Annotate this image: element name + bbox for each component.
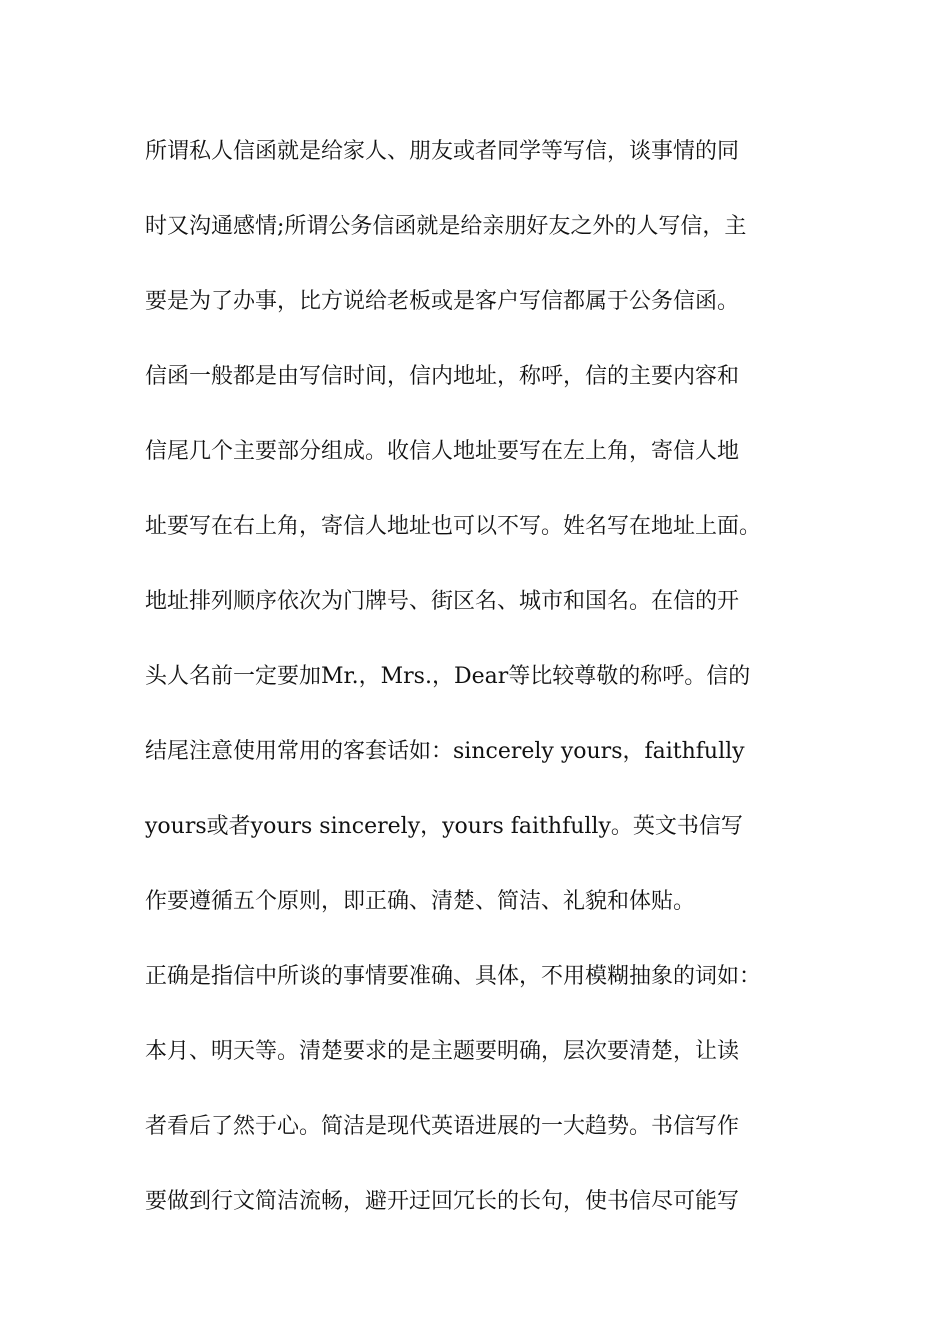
- text-line: 要是为了办事，比方说给老板或是客户写信都属于公务信函。: [145, 289, 740, 314]
- text-line: 信尾几个主要部分组成。收信人地址要写在左上角，寄信人地: [145, 439, 740, 464]
- text-line: 结尾注意使用常用的客套话如：sincerely yours，faithfully: [145, 739, 745, 764]
- text-line: 要做到行文简洁流畅，避开迂回冗长的长句，使书信尽可能写: [145, 1189, 740, 1214]
- text-line: 作要遵循五个原则，即正确、清楚、简洁、礼貌和体贴。: [145, 889, 696, 914]
- text-line: 址要写在右上角，寄信人地址也可以不写。姓名写在地址上面。: [145, 514, 762, 539]
- text-line: 所谓私人信函就是给家人、朋友或者同学等写信，谈事情的同: [145, 139, 740, 164]
- text-line: 正确是指信中所谈的事情要准确、具体，不用模糊抽象的词如：: [145, 964, 762, 989]
- body-text: [145, 127, 825, 1252]
- text-line: 时又沟通感情;所谓公务信函就是给亲朋好友之外的人写信，主: [145, 214, 747, 239]
- text-line: 头人名前一定要加Mr.，Mrs.，Dear等比较尊敬的称呼。信的: [145, 664, 751, 689]
- text-line: 信函一般都是由写信时间，信内地址，称呼，信的主要内容和: [145, 364, 740, 389]
- text-line: 地址排列顺序依次为门牌号、街区名、城市和国名。在信的开: [145, 589, 740, 614]
- text-line: 者看后了然于心。简洁是现代英语进展的一大趋势。书信写作: [145, 1114, 740, 1139]
- text-line: 本月、明天等。清楚要求的是主题要明确，层次要清楚，让读: [145, 1039, 740, 1064]
- text-line: yours或者yours sincerely，yours faithfully。英文书信写: [145, 814, 743, 839]
